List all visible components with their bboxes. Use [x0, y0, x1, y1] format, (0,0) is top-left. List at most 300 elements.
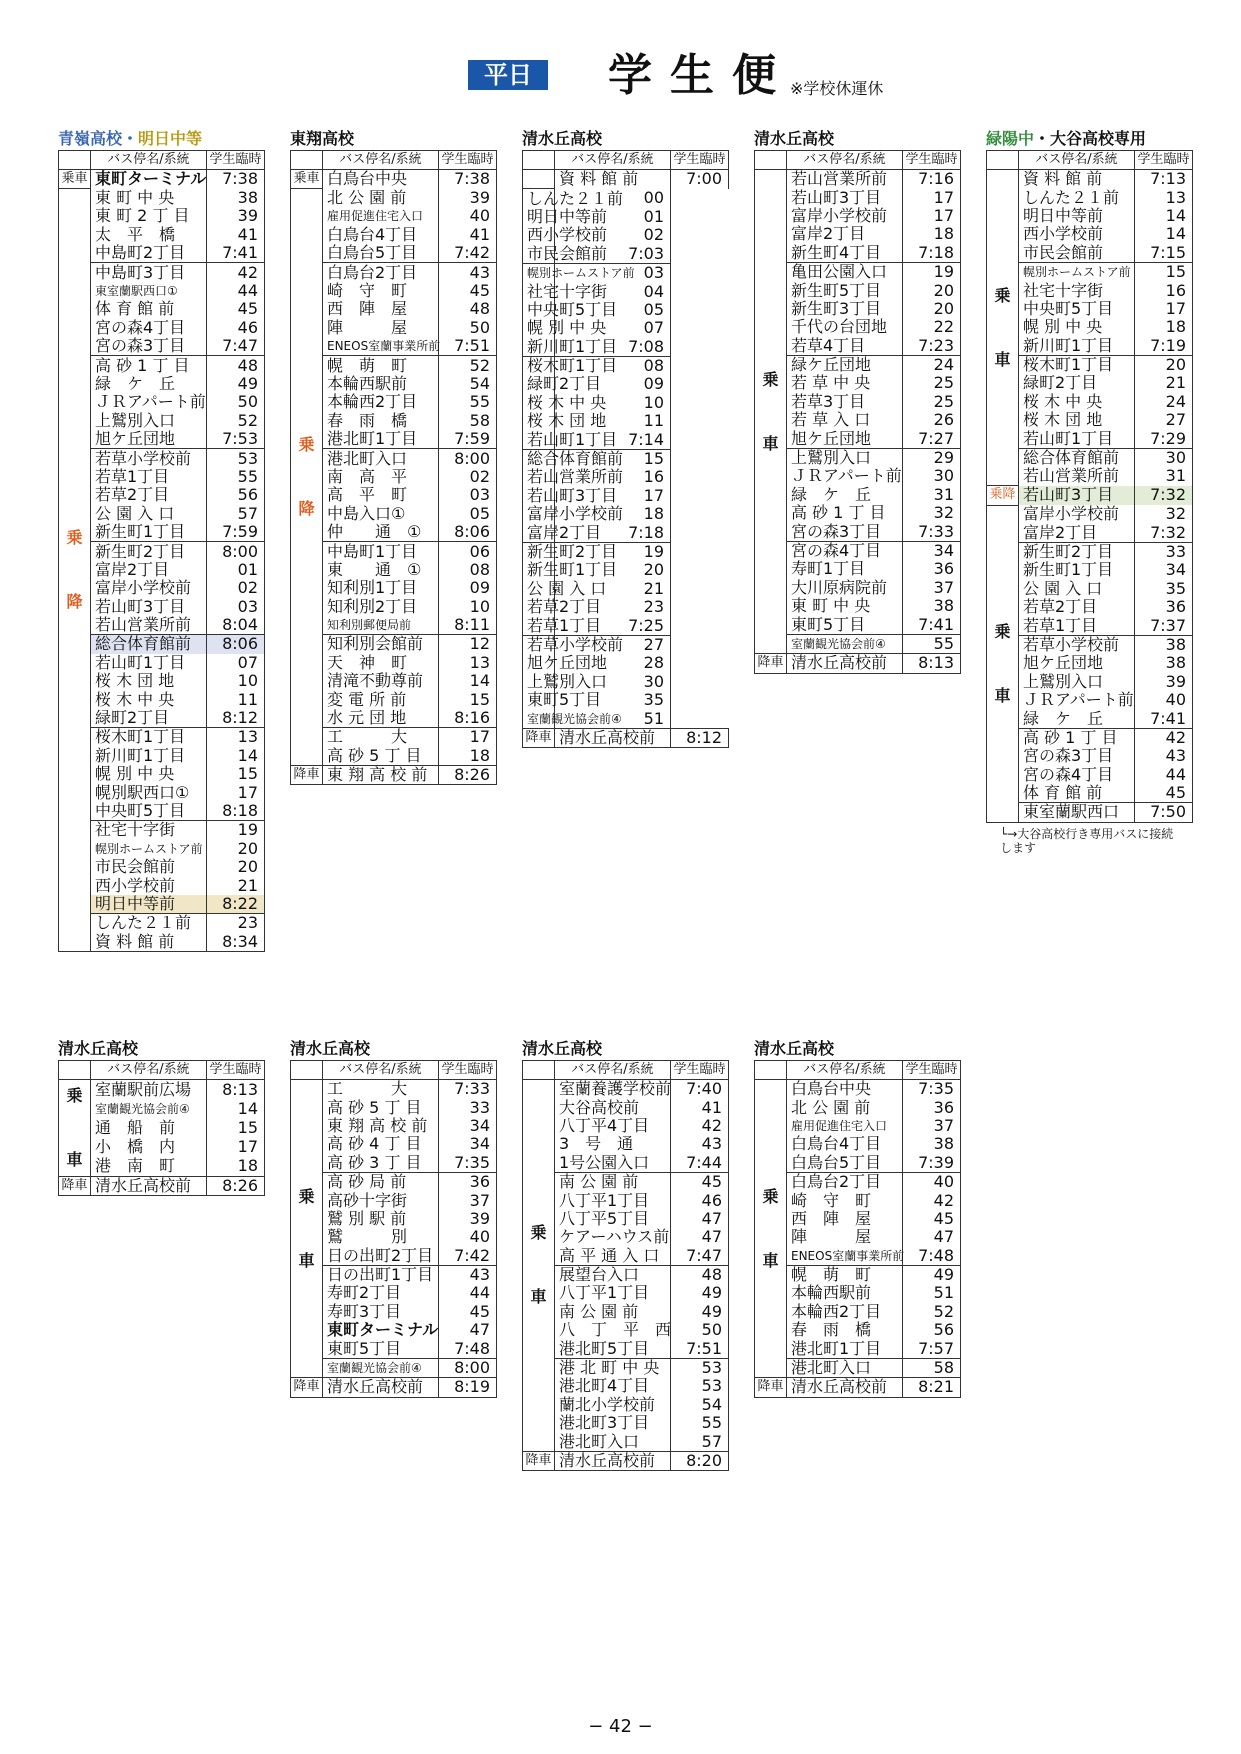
stop-name: 桜 木 中 央 [91, 690, 207, 708]
departure-time: 09 [555, 375, 671, 393]
departure-time: 37 [439, 1191, 497, 1209]
timetable-row [523, 487, 729, 505]
departure-time: 03 [555, 263, 671, 282]
departure-time: 7:37 [1135, 616, 1193, 635]
departure-time: 03 [207, 597, 265, 615]
stop-name: 高 砂 1 丁 目 [787, 504, 903, 522]
route-title [522, 128, 729, 150]
departure-time: 34 [903, 541, 961, 560]
departure-time: 01 [207, 561, 265, 579]
stop-name: 東町5丁目 [787, 615, 903, 634]
column-header-time: 学生臨時 [439, 1061, 497, 1080]
stop-name: 港北町入口 [787, 1358, 903, 1377]
route-timetable [58, 1038, 265, 1196]
departure-time: 27 [1135, 411, 1193, 429]
departure-time: 43 [439, 1265, 497, 1284]
timetable-row [987, 486, 1193, 505]
route-timetable [290, 128, 497, 785]
stop-name: 南 高 平 [323, 468, 439, 486]
stop-name: 宮の森4丁目 [91, 319, 207, 337]
stop-name: 陣 屋 [323, 319, 439, 337]
departure-time: 02 [207, 579, 265, 597]
departure-time: 14 [439, 672, 497, 690]
departure-time: 42 [1135, 728, 1193, 747]
departure-time: 29 [903, 448, 961, 467]
departure-time: 8:18 [207, 802, 265, 821]
departure-time: 48 [207, 356, 265, 375]
departure-time: 7:42 [439, 1247, 497, 1266]
stop-name: 西 陣 屋 [787, 1210, 903, 1228]
timetable-row [523, 1451, 729, 1470]
stop-name: 崎 守 町 [787, 1191, 903, 1209]
stop-name: 若山町3丁目 [1019, 486, 1135, 505]
stop-name: 東町5丁目 [523, 691, 555, 709]
stop-name: 展望台入口 [555, 1265, 671, 1284]
stop-name: 港北町入口 [555, 1432, 671, 1451]
stop-name: 緑ケ丘団地 [787, 355, 903, 374]
departure-time: 40 [439, 207, 497, 225]
stop-name: 東 町 2 丁 目 [91, 207, 207, 225]
timetable-row [523, 598, 729, 616]
stop-name: 桜木町1丁目 [91, 728, 207, 747]
departure-time: 8:19 [439, 1378, 497, 1397]
departure-time: 36 [903, 1098, 961, 1116]
departure-time: 37 [903, 579, 961, 597]
stop-name: 南 公 園 前 [555, 1172, 671, 1191]
timetable-row [755, 1378, 961, 1397]
column-header-stop: バス停名/系統 [787, 1061, 903, 1080]
stop-name: 白鳥台4丁目 [787, 1135, 903, 1153]
departure-time: 7:27 [903, 429, 961, 448]
departure-time: 35 [1135, 580, 1193, 598]
departure-time: 7:53 [207, 430, 265, 449]
stop-name: ENEOS室蘭事業所前 [787, 1247, 903, 1266]
departure-time: 8:04 [207, 616, 265, 635]
timetable-row [523, 189, 729, 208]
stop-name: 新生町1丁目 [523, 561, 555, 579]
departure-time: 21 [207, 876, 265, 894]
departure-time: 8:22 [207, 895, 265, 914]
departure-time: 7:57 [903, 1339, 961, 1358]
stop-name: 若 草 中 央 [787, 374, 903, 392]
timetable-row [755, 1080, 961, 1099]
departure-time: 21 [555, 580, 671, 598]
departure-time: 8:00 [439, 449, 497, 468]
stop-name: しんた２１前 [91, 914, 207, 933]
stop-name: 北 公 園 前 [787, 1098, 903, 1116]
departure-time: 22 [903, 318, 961, 336]
timetable-row [523, 673, 729, 691]
stop-name: 西小学校前 [91, 876, 207, 894]
departure-time: 15 [439, 690, 497, 708]
stop-name: 本輪西2丁目 [787, 1303, 903, 1321]
departure-time: 51 [903, 1284, 961, 1302]
stop-name: しんた２１前 [523, 189, 555, 208]
stop-name: 北 公 園 前 [323, 189, 439, 207]
stop-name: 室蘭観光協会前④ [787, 634, 903, 653]
stop-name: 寿町3丁目 [323, 1303, 439, 1321]
departure-time: 33 [439, 1098, 497, 1116]
departure-time: 57 [671, 1432, 729, 1451]
stop-name: 東 翔 高 校 前 [323, 1117, 439, 1135]
stop-name: 桜木町1丁目 [1019, 355, 1135, 374]
route-timetable [290, 1038, 497, 1398]
departure-time: 46 [671, 1191, 729, 1209]
boarding-type-label: 乗 車 [523, 1080, 555, 1452]
departure-time: 27 [555, 635, 671, 654]
column-header-stop: バス停名/系統 [323, 151, 439, 170]
stop-name: 幌別ホームストア前 [91, 840, 207, 858]
departure-time: 10 [439, 597, 497, 615]
stop-name: 新生町2丁目 [1019, 542, 1135, 561]
departure-time: 7:47 [671, 1247, 729, 1266]
stop-name: 総合体育館前 [523, 449, 555, 468]
stop-name: 富岸小学校前 [523, 505, 555, 523]
stop-name: 幌 萌 町 [787, 1265, 903, 1284]
stop-name: 港北町1丁目 [787, 1339, 903, 1358]
stop-name: 幌別駅西口① [91, 783, 207, 801]
timetable-row [59, 1080, 265, 1100]
stop-name: 清水丘高校前 [91, 1177, 207, 1196]
stop-name: 清水丘高校前 [787, 1378, 903, 1397]
header-blank [291, 1061, 323, 1080]
departure-time: 01 [555, 208, 671, 226]
stop-name: 千代の台団地 [787, 318, 903, 336]
departure-time: 8:00 [439, 1358, 497, 1377]
departure-time: 45 [903, 1210, 961, 1228]
departure-time: 45 [671, 1172, 729, 1191]
route-title [58, 1038, 265, 1060]
departure-time: 7:50 [1135, 803, 1193, 822]
departure-time: 43 [1135, 747, 1193, 765]
stop-name: 港北町1丁目 [323, 430, 439, 449]
departure-time: 14 [1135, 207, 1193, 225]
stop-name: 旭ケ丘団地 [523, 654, 555, 672]
departure-time: 52 [207, 412, 265, 430]
departure-time: 53 [207, 449, 265, 468]
departure-time: 50 [671, 1321, 729, 1339]
header-blank [987, 151, 1019, 170]
stop-name: 上鷲別入口 [523, 673, 555, 691]
departure-time: 50 [207, 393, 265, 411]
stop-name: 体 育 館 前 [1019, 784, 1135, 803]
timetable-row [523, 412, 729, 430]
stop-name: 桜 木 団 地 [91, 672, 207, 690]
stop-name: 大川原病院前 [787, 579, 903, 597]
departure-time: 09 [439, 579, 497, 597]
departure-time: 39 [439, 189, 497, 207]
departure-time: 43 [671, 1135, 729, 1153]
departure-time: 49 [207, 375, 265, 393]
departure-time: 55 [903, 634, 961, 653]
departure-time: 32 [1135, 505, 1193, 523]
stop-name: 高 砂 5 丁 目 [323, 1098, 439, 1116]
departure-time: 02 [555, 226, 671, 244]
departure-time: 17 [903, 188, 961, 206]
timetable-row [523, 691, 729, 709]
departure-time: 57 [207, 505, 265, 523]
timetable-row [523, 449, 729, 468]
departure-time: 37 [903, 1117, 961, 1135]
timetable-row [291, 766, 497, 785]
stop-name: 白鳥台5丁目 [323, 244, 439, 263]
column-header-time: 学生臨時 [671, 1061, 729, 1080]
stop-name: 公 園 入 口 [91, 505, 207, 523]
page-title: 学生便 [608, 50, 794, 101]
stop-name: 東 町 中 央 [787, 597, 903, 615]
stop-name: 若草4丁目 [787, 337, 903, 356]
stop-name: 桜木町1丁目 [523, 356, 555, 375]
timetable-row [755, 654, 961, 673]
timetable-row [523, 709, 729, 728]
timetable-row [291, 170, 497, 189]
timetable-row [523, 208, 729, 226]
departure-time: 56 [207, 486, 265, 504]
stop-name: 八丁平4丁目 [555, 1117, 671, 1135]
timetable-row [523, 561, 729, 579]
departure-time: 8:11 [439, 616, 497, 635]
departure-time: 42 [207, 263, 265, 282]
stop-name: 若草2丁目 [523, 598, 555, 616]
departure-time: 7:41 [903, 615, 961, 634]
column-header-stop: バス停名/系統 [555, 1061, 671, 1080]
departure-time: 7:38 [439, 170, 497, 189]
stop-name: 鷲 別 駅 前 [323, 1210, 439, 1228]
timetable-row [523, 319, 729, 337]
header-blank [59, 151, 91, 170]
departure-time: 53 [671, 1358, 729, 1377]
stop-name: 富岸小学校前 [91, 579, 207, 597]
stop-name: 港北町4丁目 [555, 1377, 671, 1395]
stop-name: 東室蘭駅西口 [1019, 803, 1135, 822]
suspension-note: ※学校休運休 [790, 79, 884, 98]
departure-time: 18 [207, 1157, 265, 1177]
departure-time: 24 [1135, 393, 1193, 411]
departure-time: 02 [439, 468, 497, 486]
departure-time: 8:26 [439, 766, 497, 785]
stop-name: しんた２１前 [1019, 188, 1135, 206]
timetable-row [523, 282, 729, 300]
departure-time: 19 [555, 542, 671, 561]
stop-name: 蘭北小学校前 [555, 1396, 671, 1414]
departure-time: 55 [207, 468, 265, 486]
stop-name: 中央町5丁目 [523, 301, 555, 319]
departure-time: 7:23 [903, 337, 961, 356]
departure-time: 42 [903, 1191, 961, 1209]
stop-name: 亀田公園入口 [787, 262, 903, 281]
departure-time: 24 [903, 355, 961, 374]
departure-time: 17 [207, 783, 265, 801]
departure-time: 05 [439, 505, 497, 523]
stop-name: 清水丘高校前 [787, 654, 903, 673]
departure-time: 11 [555, 412, 671, 430]
stop-name: 東 通 ① [323, 561, 439, 579]
stop-name: 桜 木 団 地 [523, 412, 555, 430]
timetable-row [523, 635, 729, 654]
route-title-part: 清水丘高校 [58, 1039, 139, 1058]
timetable-row [59, 1177, 265, 1196]
departure-time: 49 [671, 1284, 729, 1302]
stop-name: 高 砂 3 丁 目 [323, 1154, 439, 1173]
stop-name: 小 橋 内 [91, 1138, 207, 1157]
departure-time: 17 [439, 728, 497, 747]
stop-name: 桜 木 団 地 [1019, 411, 1135, 429]
departure-time: 7:35 [439, 1154, 497, 1173]
boarding-type-label: 乗 車 [291, 1080, 323, 1378]
stop-name: 緑 ケ 丘 [1019, 709, 1135, 728]
stop-name: 高 砂 局 前 [323, 1172, 439, 1191]
stop-name: 旭ケ丘団地 [91, 430, 207, 449]
timetable-table [986, 150, 1193, 823]
timetable-table [754, 150, 961, 674]
departure-time: 7:32 [1135, 486, 1193, 505]
departure-time: 34 [439, 1135, 497, 1153]
column-header-stop: バス停名/系統 [91, 151, 207, 170]
departure-time: 17 [555, 487, 671, 505]
timetable-row [59, 170, 265, 189]
departure-time: 41 [439, 226, 497, 244]
departure-time: 48 [439, 300, 497, 318]
departure-time: 8:21 [903, 1378, 961, 1397]
route-footnote: └→大谷高校行き専用バスに接続 します [1000, 826, 1174, 855]
departure-time: 49 [903, 1265, 961, 1284]
departure-time: 38 [207, 189, 265, 207]
departure-time: 34 [439, 1117, 497, 1135]
timetable-row [523, 468, 729, 486]
departure-time: 20 [903, 281, 961, 299]
departure-time: 55 [671, 1414, 729, 1432]
stop-name: 新生町1丁目 [1019, 561, 1135, 579]
departure-time: 36 [1135, 598, 1193, 616]
column-header-time: 学生臨時 [903, 151, 961, 170]
stop-name: 幌 別 中 央 [1019, 318, 1135, 336]
departure-time: 7:39 [903, 1154, 961, 1173]
route-title-part: 明日中等 [138, 129, 203, 148]
timetable-row [523, 580, 729, 598]
departure-time: 38 [1135, 654, 1193, 672]
departure-time: 20 [1135, 355, 1193, 374]
stop-name: 若山営業所前 [523, 468, 555, 486]
departure-time: 18 [439, 747, 497, 766]
stop-name: 港北町5丁目 [555, 1339, 671, 1358]
stop-name: 富岸2丁目 [1019, 523, 1135, 542]
departure-time: 28 [555, 654, 671, 672]
departure-time: 58 [903, 1358, 961, 1377]
route-title-part: 清水丘高校 [754, 129, 835, 148]
departure-time: 8:26 [207, 1177, 265, 1196]
departure-time: 54 [439, 375, 497, 393]
timetable-row [523, 226, 729, 244]
departure-time: 06 [439, 542, 497, 561]
departure-time: 7:13 [1135, 170, 1193, 189]
stop-name: 明日中等前 [523, 208, 555, 226]
stop-name: 緑町2丁目 [91, 709, 207, 728]
stop-name: 宮の森4丁目 [1019, 766, 1135, 784]
stop-name: 宮の森3丁目 [1019, 747, 1135, 765]
departure-time: 19 [207, 821, 265, 840]
boarding-type-label [523, 170, 555, 189]
route-title [754, 128, 961, 150]
departure-time: 45 [207, 300, 265, 318]
departure-time: 47 [671, 1228, 729, 1246]
stop-name: 公 園 入 口 [1019, 580, 1135, 598]
departure-time: 44 [1135, 766, 1193, 784]
stop-name: 若山町3丁目 [523, 487, 555, 505]
stop-name: 南 公 園 前 [555, 1303, 671, 1321]
boarding-type-label: 乗降 [987, 486, 1019, 505]
departure-time: 15 [555, 449, 671, 468]
timetable-row [523, 430, 729, 449]
departure-time: 42 [671, 1117, 729, 1135]
stop-name: 若山町1丁目 [91, 654, 207, 672]
stop-name: ENEOS室蘭事業所前 [323, 337, 439, 356]
boarding-type-label: 降車 [755, 654, 787, 673]
stop-name: 若山町1丁目 [523, 430, 555, 449]
departure-time: 16 [555, 468, 671, 486]
stop-name: 1号公園入口 [555, 1154, 671, 1173]
departure-time: 47 [903, 1228, 961, 1246]
departure-time: 8:13 [207, 1080, 265, 1100]
departure-time: 10 [555, 394, 671, 412]
stop-name: 雇用促進住宅入口 [323, 207, 439, 225]
stop-name: 宮の森4丁目 [787, 541, 903, 560]
stop-name: 社宅十字街 [91, 821, 207, 840]
departure-time: 7:38 [207, 170, 265, 189]
departure-time: 7:42 [439, 244, 497, 263]
stop-name: 幌別ホームストア前 [523, 263, 555, 282]
timetable-row [59, 189, 265, 207]
stop-name: 新生町2丁目 [523, 542, 555, 561]
boarding-type-label: 乗車 [59, 170, 91, 189]
departure-time: 7:51 [439, 337, 497, 356]
boarding-type-label: 乗 降 [59, 189, 91, 952]
timetable-row [755, 170, 961, 189]
departure-time: 8:20 [671, 1451, 729, 1470]
route-title [290, 1038, 497, 1060]
stop-name: 本輪西2丁目 [323, 393, 439, 411]
timetable-row [523, 542, 729, 561]
header-blank [291, 151, 323, 170]
stop-name: 宮の森3丁目 [91, 337, 207, 356]
departure-time: 20 [903, 300, 961, 318]
stop-name: 若草1丁目 [1019, 616, 1135, 635]
stop-name: 白鳥台中央 [787, 1080, 903, 1099]
departure-time: 23 [555, 598, 671, 616]
stop-name: 港北町3丁目 [555, 1414, 671, 1432]
departure-time: 39 [207, 207, 265, 225]
stop-name: ＪＲアパート前 [91, 393, 207, 411]
stop-name: 白鳥台2丁目 [323, 263, 439, 282]
stop-name: 総合体育館前 [91, 635, 207, 654]
stop-name: 太 平 橋 [91, 226, 207, 244]
departure-time: 30 [1135, 448, 1193, 467]
departure-time: 7:15 [1135, 244, 1193, 263]
stop-name: 東 町 中 央 [91, 189, 207, 207]
stop-name: 高 砂 1 丁 目 [91, 356, 207, 375]
weekday-badge: 平日 [468, 60, 548, 90]
departure-time: 7:44 [671, 1154, 729, 1173]
departure-time: 33 [1135, 542, 1193, 561]
stop-name: 工 大 [323, 1080, 439, 1099]
stop-name: 上鷲別入口 [1019, 673, 1135, 691]
stop-name: 仲 通 ① [323, 523, 439, 542]
stop-name: 若山町3丁目 [91, 597, 207, 615]
departure-time: 49 [671, 1303, 729, 1321]
boarding-type-label: 乗 車 [755, 1080, 787, 1378]
stop-name: 八丁平1丁目 [555, 1191, 671, 1209]
stop-name: 社宅十字街 [1019, 281, 1135, 299]
stop-name: 清水丘高校前 [555, 1451, 671, 1470]
